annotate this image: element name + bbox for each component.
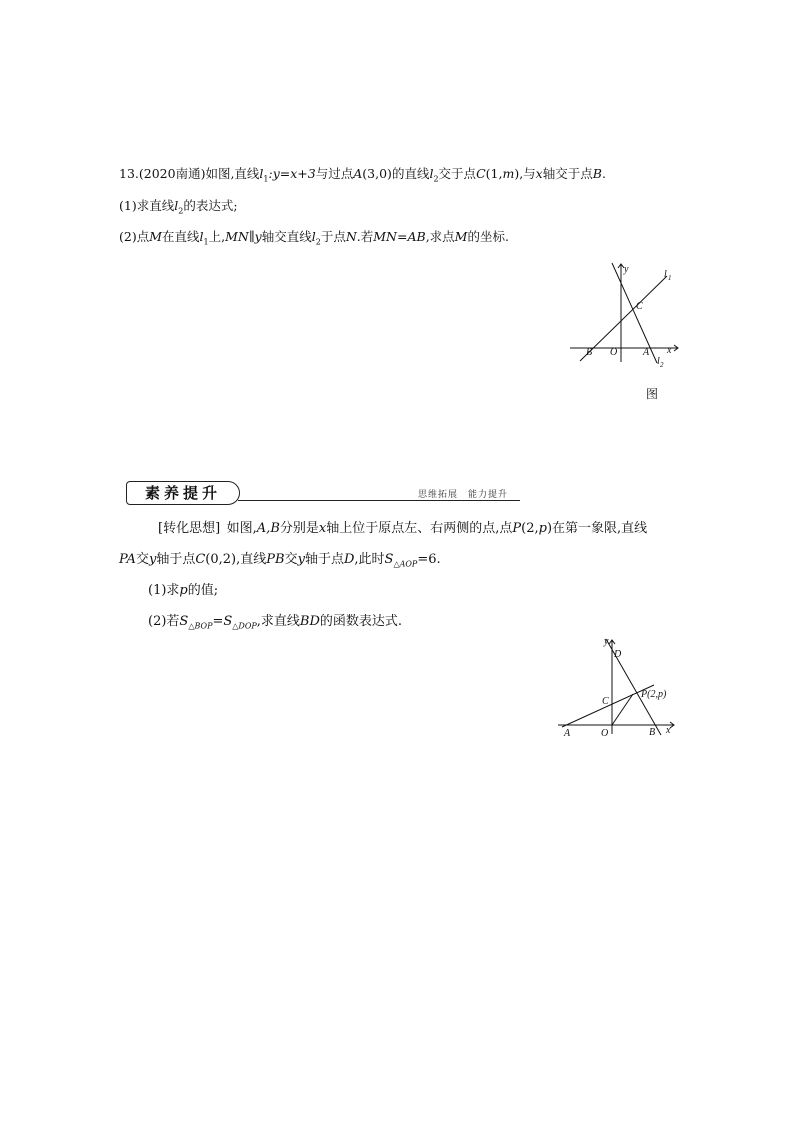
points-a-b: A,B [256,521,280,536]
variable-p: p [179,583,188,598]
y-axis-label: y [624,264,629,275]
line-l1-equation: :y=x+3 [268,166,316,181]
method-tag: [转化思想] [158,521,221,536]
point-a-label: A [643,347,650,358]
point-p-label: P(2,p) [641,689,667,700]
point-n: N [345,229,357,244]
text-segment: 与过点 [315,166,354,181]
text-segment: 轴于点 [304,552,344,567]
point-c: C [195,552,206,567]
l2-label: l [657,356,660,367]
area-symbol: S [384,552,394,567]
point-d: D [343,552,355,567]
origin-label: O [601,728,609,739]
equation-mn-ab: MN=AB [373,229,426,244]
x-axis-name: x [535,166,543,181]
text-segment: 的直线 [391,166,430,181]
point-c: C [476,166,486,181]
line-l2-name: l [429,166,434,181]
point-a: A [353,166,363,181]
text-segment: ,求直线 [256,614,300,629]
x-axis-name: x [318,521,327,536]
figure-caption: 图 [646,387,659,401]
text-segment: 轴交直线 [261,229,312,244]
line-l1-name: l [199,229,204,244]
point-b: B [592,166,602,181]
text-segment: 分别是 [279,521,319,536]
banner-divider [238,500,520,501]
line-pb: PB [266,552,285,567]
point-c-label: C [602,696,609,707]
variable-p: p [538,521,547,536]
section-banner [120,478,520,508]
section-title: 素养提升 [126,481,240,505]
problem-2-part-2 [148,613,402,636]
text-segment: ,求点 [425,229,455,244]
text-segment: = [212,614,224,629]
problem-13-part-2 [119,228,509,252]
text-segment: (0,2),直线 [205,552,267,567]
point-b-label: B [586,347,593,358]
line-bd: BD [299,614,320,629]
problem-13-part-1 [119,197,238,221]
text-segment: 的函数表达式. [319,614,403,629]
variable-m: m [502,166,515,181]
problem-2-statement-line-2 [119,551,441,574]
y-axis-name: y [297,552,305,567]
text-segment: 交于点 [438,166,477,181]
point-m: M [149,229,163,244]
point-a-coord: (3,0) [362,166,392,181]
point-a-label: A [564,728,571,739]
text-segment: =6. [417,552,441,567]
line-l2-subscript: 2 [315,237,321,247]
text-segment: 轴交于点 [542,166,593,181]
point-p-coord: (2, [521,521,539,536]
line-l2-name: l [174,198,179,213]
y-axis-label: y [604,636,609,647]
text-segment: 的表达式; [183,198,238,213]
area-subscript-dop: △DOP [232,621,257,631]
area-symbol: S [223,614,233,629]
l1-label: l [664,269,667,280]
text-segment: 轴于点 [156,552,196,567]
segment-mn: MN∥y [225,229,262,244]
problem-13-statement [119,165,606,189]
line-pa: PA [119,552,136,567]
point-b-label: B [649,727,656,738]
line-l1-subscript: 1 [203,237,209,247]
area-symbol: S [179,614,189,629]
figure-problem-13 [566,258,686,370]
text-segment: 的坐标. [467,229,509,244]
text-segment: 交 [284,552,298,567]
y-axis-name: y [148,552,157,567]
text-segment: 上, [208,229,226,244]
x-axis-label: x [666,725,671,736]
point-c-coord: (1, [485,166,503,181]
text-segment: ,此时 [354,552,385,567]
text-segment: 交 [135,552,149,567]
segment-op [612,694,633,725]
text-segment: 于点 [320,229,346,244]
text-segment: . [601,166,606,181]
point-c-label: C [636,301,643,312]
text-segment: 在直线 [162,229,200,244]
text-segment: (2)若 [148,614,180,629]
figure-problem-2 [556,630,680,742]
line-l1-subscript: 1 [263,174,269,184]
line-l2-name: l [311,229,316,244]
text-segment: 的值; [187,583,219,598]
point-m: M [454,229,468,244]
text-segment: (1)求直线 [119,198,175,213]
text-segment: .若 [356,229,374,244]
line-l1-name: l [259,166,264,181]
l2-label-sub: 2 [660,361,664,369]
area-subscript-aop: △AOP [393,559,418,569]
section-subtitle: 思维拓展 能力提升 [418,490,509,500]
text-segment: (2)点 [119,229,150,244]
line-l2-subscript: 2 [178,206,184,216]
text-segment: )在第一象限,直线 [546,521,648,536]
text-segment: (1)求 [148,583,180,598]
text-segment: ),与 [514,166,536,181]
line-l2-subscript: 2 [433,174,439,184]
text-segment: 轴上位于原点左、右两侧的点,点 [326,521,513,536]
area-subscript-bop: △BOP [188,621,213,631]
problem-number: 13.(2020南通)如图,直线 [119,166,260,181]
problem-2-part-1 [148,582,218,600]
l1-label-sub: 1 [668,274,672,282]
point-p: P [512,521,522,536]
point-d-label: D [614,649,622,660]
origin-label: O [610,347,618,358]
problem-2-statement-line-1 [158,520,647,538]
text-segment: 如图, [226,521,257,536]
x-axis-label: x [667,345,672,356]
